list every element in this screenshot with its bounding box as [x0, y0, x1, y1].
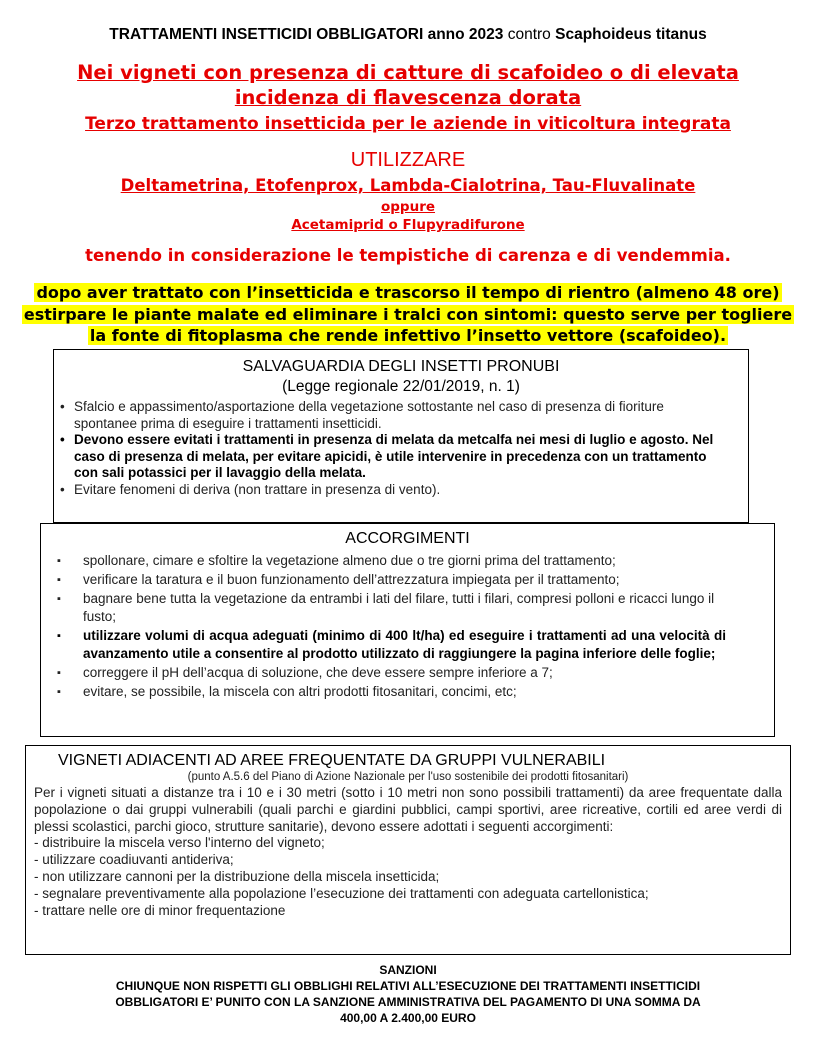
- list-item: ▪ utilizzare volumi di acqua adeguati (minimo di 400 lt/ha) ed eseguire i trattamenti ad una velocità di avanzamento utile a consentire al prodotto utilizzato di raggiungere la pagina inferiore delle foglie;: [41, 627, 726, 663]
- harvest-timing-note: tenendo in considerazione le tempistiche di carenza e di vendemmia.: [85, 246, 731, 265]
- highlight-line1: dopo aver trattato con l’insetticida e trascorso il tempo di rientro (almeno 48 ore): [36, 283, 780, 302]
- vulnerable-areas-box: [25, 745, 791, 955]
- list-item: ▪ evitare, se possibile, la miscela con altri prodotti fitosanitari, concimi, etc;: [41, 683, 726, 701]
- utilizzare-heading: UTILIZZARE: [350, 149, 466, 171]
- oppure-label: oppure: [380, 199, 436, 215]
- substances-list: Deltametrina, Etofenprox, Lambda-Cialotrina, Tau-Fluvalinate: [120, 176, 696, 195]
- list-item: • Devono essere evitati i trattamenti in presenza di melata da metcalfa nei mesi di luglio e agosto. Nel caso di presenza di melata, per evitare apicidi, è utile intervenire in precedenza con un trattamento con sali potassici per il lavaggio della melata.: [54, 432, 726, 482]
- list-item: • Evitare fenomeni di deriva (non trattare in presenza di vento).: [54, 482, 726, 499]
- vulnerable-areas-reference: (punto A.5.6 del Piano di Azione Nazionale per l'uso sostenibile dei prodotti fitosanitari): [187, 771, 629, 783]
- precautions-list: [41, 552, 774, 701]
- list-item: - utilizzare coadiuvanti antideriva;: [34, 852, 234, 868]
- pollinators-law: (Legge regionale 22/01/2019, n. 1): [282, 378, 520, 395]
- list-item: - distribuire la miscela verso l'interno del vigneto;: [34, 835, 325, 851]
- list-item: - segnalare preventivamente alla popolazione l’esecuzione dei trattamenti con adeguata cartellonistica;: [34, 885, 649, 901]
- precautions-heading: ACCORGIMENTI: [345, 530, 470, 547]
- list-item: - trattare nelle ore di minor frequentazione: [34, 902, 286, 918]
- sanctions-line1: CHIUNQUE NON RISPETTI GLI OBBLIGHI RELATIVI ALL’ESECUZIONE DEI TRATTAMENTI INSETTICIDI: [115, 979, 701, 993]
- list-item: ▪ spollonare, cimare e sfoltire la vegetazione almeno due o tre giorni prima del trattamento;: [41, 552, 726, 570]
- title-species: Scaphoideus titanus: [555, 26, 707, 43]
- list-item: ▪ correggere il pH dell’acqua di soluzione, che deve essere sempre inferiore a 7;: [41, 664, 726, 682]
- vulnerable-areas-intro: Per i vigneti situati a distanze tra i 10 e i 30 metri (sotto i 10 metri non sono possibili trattamenti) da aree frequentate dalla popolazione o dai gruppi vulnerabili (quali parchi e giardini pubblici, campi sportivi, aree ricreative, cortili ed aree verdi di plessi scolastici, parchi gioco, strutture sanitarie), devono essere adottati i seguenti accorgimenti:: [34, 785, 782, 834]
- title-connector: contro: [503, 26, 556, 43]
- sanctions-heading: SANZIONI: [379, 963, 437, 977]
- sanctions-line2: OBBLIGATORI E’ PUNITO CON LA SANZIONE AMMINISTRATIVA DEL PAGAMENTO DI UNA SOMMA DA: [115, 995, 701, 1009]
- third-treatment-heading: Terzo trattamento insetticida per le aziende in viticoltura integrata: [85, 114, 731, 134]
- pollinators-list: [54, 399, 748, 498]
- pollinators-box: [53, 349, 749, 523]
- red-heading: [0, 60, 816, 110]
- sanctions-line3: 400,00 A 2.400,00 EURO: [340, 1011, 476, 1025]
- highlight-line2: estirpare le piante malate ed eliminare i tralci con sintomi: questo serve per togliere: [23, 304, 793, 324]
- list-item: ▪ verificare la taratura e il buon funzionamento dell’attrezzatura impiegata per il trattamento;: [41, 571, 726, 589]
- highlight-line3: la fonte di fitoplasma che rende infettivo l’insetto vettore (scafoideo).: [89, 326, 727, 345]
- vulnerable-areas-body: [26, 783, 790, 919]
- precautions-box: [40, 523, 775, 737]
- pollinators-heading: SALVAGUARDIA DEGLI INSETTI PRONUBI: [242, 358, 560, 375]
- sanctions: [0, 962, 816, 1026]
- alternative-substances: Acetamiprid o Flupyradifurone: [291, 217, 525, 233]
- list-item: • Sfalcio e appassimento/asportazione della vegetazione sottostante nel caso di presenza di fioriture spontanee prima di eseguire i trattamenti insetticidi.: [54, 399, 726, 432]
- red-heading-line2: incidenza di flavescenza dorata: [234, 86, 582, 109]
- document-title: [0, 26, 816, 44]
- list-item: - non utilizzare cannoni per la distribuzione della miscela insetticida;: [34, 868, 440, 884]
- list-item: ▪ bagnare bene tutta la vegetazione da entrambi i lati del filare, tutti i filari, compresi polloni e ricacci lungo il fusto;: [41, 590, 726, 626]
- red-heading-line1: Nei vigneti con presenza di catture di scafoideo o di elevata: [77, 61, 739, 84]
- title-main: TRATTAMENTI INSETTICIDI OBBLIGATORI anno 2023: [109, 26, 504, 43]
- highlighted-instructions: [0, 282, 816, 347]
- vulnerable-areas-heading: VIGNETI ADIACENTI AD AREE FREQUENTATE DA GRUPPI VULNERABILI: [58, 752, 606, 769]
